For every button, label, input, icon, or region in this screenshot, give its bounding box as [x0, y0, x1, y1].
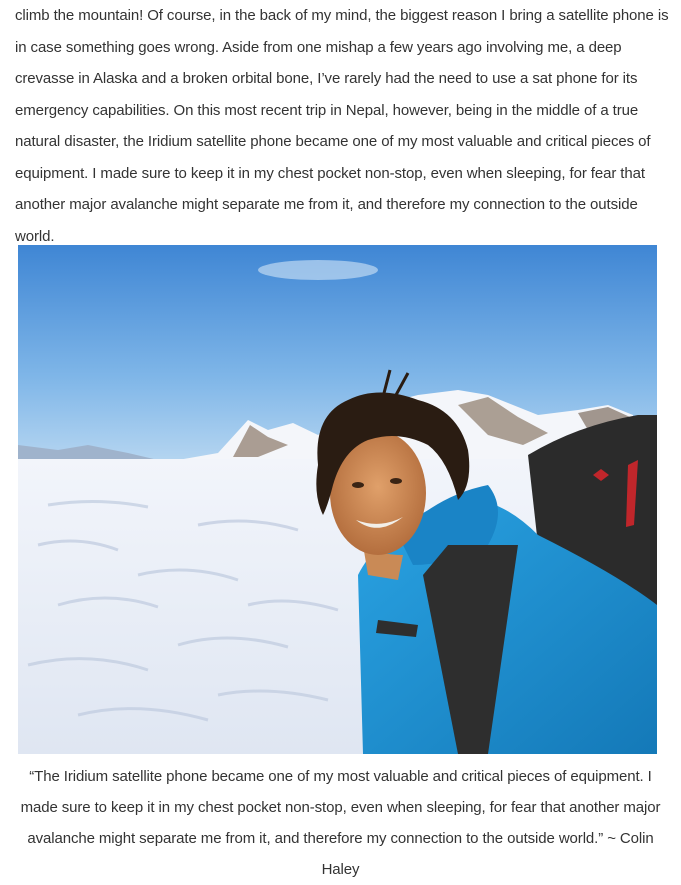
- photo-caption: “The Iridium satellite phone became one of my most valuable and critical pieces of equipment. I made sure to keep it in my chest pocket non-stop, even when sleeping, for fear that another major avalanche might separate me from it, and therefore my connection to the outside world.” ~ Colin Haley: [20, 768, 661, 878]
- photo-illustration: [18, 245, 657, 754]
- left-eye: [352, 482, 364, 488]
- cloud: [258, 260, 378, 280]
- climber-selfie-photo: [18, 245, 657, 754]
- right-eye: [390, 478, 402, 484]
- article-paragraph: climb the mountain! Of course, in the back of my mind, the biggest reason I bring a satellite phone is in case something goes wrong. Aside from one mishap a few years ago involving me, a deep crevasse in Alaska and a broken orbital bone, I’ve rarely had the need to use a sat phone for its emergency capabilities. On this most recent trip in Nepal, however, being in the middle of a true natural disaster, the Iridium satellite phone became one of my most valuable and critical pieces of equipment. I made sure to keep it in my chest pocket non-stop, even when sleeping, for fear that another major avalanche might separate me from it, and therefore my connection to the outside world.: [15, 7, 669, 245]
